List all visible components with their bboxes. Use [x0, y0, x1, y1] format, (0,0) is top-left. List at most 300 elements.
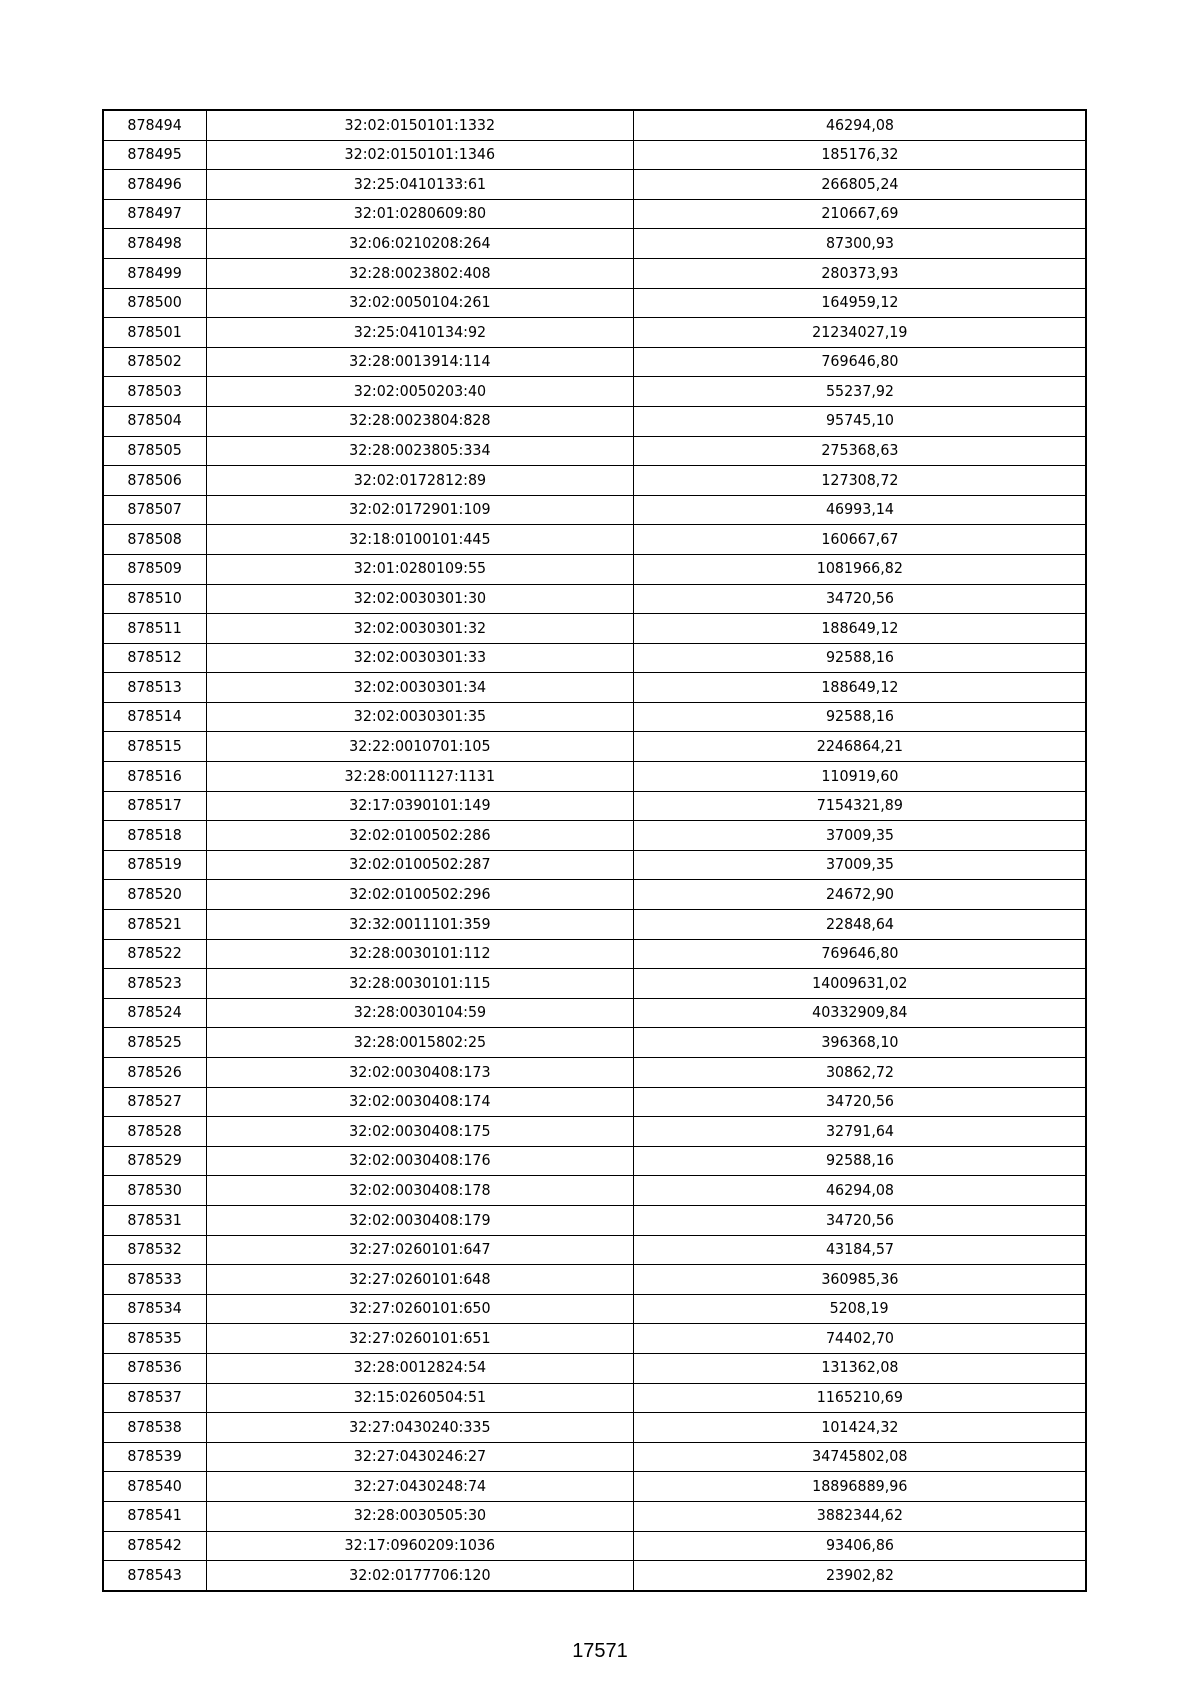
- cell-text: 22848,64: [825, 914, 894, 933]
- cadastral-number-cell: [207, 1442, 634, 1472]
- table-row: [104, 880, 1086, 910]
- table-row: [104, 1265, 1086, 1295]
- cell-text: 878528: [127, 1121, 183, 1140]
- cell-text: 32:28:0023804:828: [349, 411, 491, 430]
- cell-text: 32:28:0030505:30: [353, 1506, 487, 1525]
- cell-text: 92588,16: [825, 1151, 894, 1170]
- cell-text: 74402,70: [825, 1328, 894, 1347]
- cell-text: 32:27:0260101:651: [349, 1328, 491, 1347]
- cell-text: 878512: [127, 648, 183, 667]
- cell-text: 110919,60: [820, 766, 899, 785]
- cell-text: 34720,56: [825, 589, 894, 608]
- cadastral-number-cell: [207, 1294, 634, 1324]
- cell-text: 32:28:0013914:114: [349, 352, 491, 371]
- row-number-cell: [104, 791, 207, 821]
- cadastral-number-cell: [207, 1028, 634, 1058]
- cadastral-value-cell: [634, 1531, 1086, 1561]
- table-body: [104, 111, 1086, 1591]
- cadastral-value-cell: [634, 1028, 1086, 1058]
- cell-text: 878542: [127, 1536, 183, 1555]
- cell-text: 101424,32: [820, 1417, 899, 1436]
- row-number-cell: [104, 170, 207, 200]
- cadastral-number-cell: [207, 1383, 634, 1413]
- cell-text: 878534: [127, 1299, 183, 1318]
- cell-text: 878505: [127, 441, 183, 460]
- cadastral-value-cell: [634, 495, 1086, 525]
- cell-text: 87300,93: [825, 233, 894, 252]
- cadastral-value-cell: [634, 554, 1086, 584]
- cell-text: 32:02:0050104:261: [349, 293, 491, 312]
- cell-text: 32:02:0150101:1346: [344, 145, 496, 164]
- cadastral-number-cell: [207, 614, 634, 644]
- table-row: [104, 1117, 1086, 1147]
- row-number-cell: [104, 998, 207, 1028]
- cell-text: 32:27:0430240:335: [349, 1417, 491, 1436]
- cadastral-value-cell: [634, 702, 1086, 732]
- table-row: [104, 1561, 1086, 1591]
- cell-text: 32:06:0210208:264: [349, 233, 491, 252]
- cell-text: 878508: [127, 529, 183, 548]
- row-number-cell: [104, 910, 207, 940]
- cell-text: 188649,12: [820, 677, 899, 696]
- cadastral-value-cell: [634, 1205, 1086, 1235]
- cell-text: 32:02:0150101:1332: [344, 115, 496, 134]
- cell-text: 32:02:0030301:35: [353, 707, 487, 726]
- row-number-cell: [104, 1413, 207, 1443]
- row-number-cell: [104, 702, 207, 732]
- cadastral-value-cell: [634, 762, 1086, 792]
- cell-text: 32:02:0030301:34: [353, 677, 487, 696]
- cell-text: 32:02:0172901:109: [349, 500, 491, 519]
- row-number-cell: [104, 377, 207, 407]
- cell-text: 878538: [127, 1417, 183, 1436]
- cadastral-number-cell: [207, 1176, 634, 1206]
- cell-text: 878516: [127, 766, 183, 785]
- cell-text: 32:28:0023805:334: [349, 441, 491, 460]
- cadastral-value-cell: [634, 1146, 1086, 1176]
- cadastral-value-cell: [634, 466, 1086, 496]
- cadastral-value-cell: [634, 170, 1086, 200]
- cadastral-number-cell: [207, 1472, 634, 1502]
- row-number-cell: [104, 1205, 207, 1235]
- cell-text: 46294,08: [825, 1180, 894, 1199]
- cell-text: 18896889,96: [811, 1476, 908, 1495]
- row-number-cell: [104, 1353, 207, 1383]
- cadastral-number-cell: [207, 347, 634, 377]
- row-number-cell: [104, 1531, 207, 1561]
- row-number-cell: [104, 1176, 207, 1206]
- cadastral-value-cell: [634, 939, 1086, 969]
- cadastral-value-cell: [634, 584, 1086, 614]
- cell-text: 1081966,82: [816, 559, 903, 578]
- cadastral-number-cell: [207, 554, 634, 584]
- cell-text: 878519: [127, 855, 183, 874]
- table-row: [104, 762, 1086, 792]
- cell-text: 878515: [127, 737, 183, 756]
- table-row: [104, 584, 1086, 614]
- cell-text: 32:02:0030408:173: [349, 1062, 491, 1081]
- cadastral-number-cell: [207, 288, 634, 318]
- cell-text: 32:28:0030104:59: [353, 1003, 487, 1022]
- cadastral-number-cell: [207, 584, 634, 614]
- table-row: [104, 998, 1086, 1028]
- cadastral-number-cell: [207, 1087, 634, 1117]
- cadastral-number-cell: [207, 1265, 634, 1295]
- row-number-cell: [104, 1383, 207, 1413]
- cell-text: 878522: [127, 944, 183, 963]
- cadastral-value-cell: [634, 1324, 1086, 1354]
- cell-text: 164959,12: [820, 293, 899, 312]
- cell-text: 131362,08: [820, 1358, 899, 1377]
- table-row: [104, 702, 1086, 732]
- cadastral-number-cell: [207, 1413, 634, 1443]
- cell-text: 32:28:0030101:112: [349, 944, 491, 963]
- cadastral-value-cell: [634, 732, 1086, 762]
- page-number: 17571: [572, 1640, 628, 1662]
- table-row: [104, 1087, 1086, 1117]
- row-number-cell: [104, 288, 207, 318]
- cadastral-number-cell: [207, 436, 634, 466]
- cell-text: 878520: [127, 884, 183, 903]
- cell-text: 160667,67: [820, 529, 899, 548]
- cadastral-number-cell: [207, 850, 634, 880]
- cell-text: 878530: [127, 1180, 183, 1199]
- cadastral-number-cell: [207, 821, 634, 851]
- cadastral-value-cell: [634, 998, 1086, 1028]
- row-number-cell: [104, 880, 207, 910]
- cell-text: 878527: [127, 1092, 183, 1111]
- cell-text: 3882344,62: [816, 1506, 903, 1525]
- cell-text: 32:27:0260101:650: [349, 1299, 491, 1318]
- cadastral-number-cell: [207, 1353, 634, 1383]
- cadastral-value-cell: [634, 969, 1086, 999]
- cell-text: 769646,80: [820, 944, 899, 963]
- cadastral-value-cell: [634, 111, 1086, 141]
- cell-text: 878504: [127, 411, 183, 430]
- cadastral-value-cell: [634, 140, 1086, 170]
- cell-text: 2246864,21: [816, 737, 903, 756]
- cadastral-number-cell: [207, 910, 634, 940]
- cadastral-number-cell: [207, 199, 634, 229]
- row-number-cell: [104, 466, 207, 496]
- cell-text: 32:02:0177706:120: [349, 1565, 491, 1584]
- cadastral-value-cell: [634, 1176, 1086, 1206]
- cadastral-value-cell: [634, 643, 1086, 673]
- cell-text: 878529: [127, 1151, 183, 1170]
- cell-text: 5208,19: [830, 1299, 889, 1318]
- cell-text: 878525: [127, 1032, 183, 1051]
- table-row: [104, 406, 1086, 436]
- cell-text: 43184,57: [825, 1240, 894, 1259]
- table-row: [104, 377, 1086, 407]
- cadastral-number-cell: [207, 702, 634, 732]
- row-number-cell: [104, 1117, 207, 1147]
- cell-text: 34745802,08: [811, 1447, 908, 1466]
- table-row: [104, 1472, 1086, 1502]
- table-row: [104, 318, 1086, 348]
- cell-text: 92588,16: [825, 707, 894, 726]
- cell-text: 32:27:0260101:648: [349, 1269, 491, 1288]
- table-row: [104, 288, 1086, 318]
- cadastral-number-cell: [207, 406, 634, 436]
- row-number-cell: [104, 1324, 207, 1354]
- cell-text: 55237,92: [825, 381, 894, 400]
- cell-text: 1165210,69: [816, 1388, 903, 1407]
- table-row: [104, 1294, 1086, 1324]
- table-row: [104, 1413, 1086, 1443]
- cell-text: 46993,14: [825, 500, 894, 519]
- cadastral-value-cell: [634, 347, 1086, 377]
- cadastral-value-cell: [634, 850, 1086, 880]
- cadastral-number-cell: [207, 466, 634, 496]
- cell-text: 32:17:0390101:149: [349, 796, 491, 815]
- table-row: [104, 643, 1086, 673]
- cadastral-value-cell: [634, 1058, 1086, 1088]
- cell-text: 21234027,19: [811, 322, 908, 341]
- row-number-cell: [104, 229, 207, 259]
- row-number-cell: [104, 1028, 207, 1058]
- cadastral-value-cell: [634, 1353, 1086, 1383]
- cadastral-number-cell: [207, 229, 634, 259]
- cell-text: 32791,64: [825, 1121, 894, 1140]
- cadastral-number-cell: [207, 1146, 634, 1176]
- cell-text: 32:17:0960209:1036: [344, 1536, 496, 1555]
- table-row: [104, 1531, 1086, 1561]
- cell-text: 878539: [127, 1447, 183, 1466]
- row-number-cell: [104, 1561, 207, 1591]
- row-number-cell: [104, 199, 207, 229]
- table-row: [104, 1028, 1086, 1058]
- cell-text: 878496: [127, 174, 183, 193]
- cadastral-value-cell: [634, 1561, 1086, 1591]
- cell-text: 32:27:0430248:74: [353, 1476, 487, 1495]
- cell-text: 396368,10: [820, 1032, 899, 1051]
- cell-text: 34720,56: [825, 1092, 894, 1111]
- cadastral-value-table: [103, 110, 1086, 1591]
- cadastral-value-cell: [634, 1265, 1086, 1295]
- cell-text: 93406,86: [825, 1536, 894, 1555]
- row-number-cell: [104, 318, 207, 348]
- cell-text: 32:01:0280609:80: [353, 204, 487, 223]
- cadastral-value-cell: [634, 1294, 1086, 1324]
- cadastral-value-cell: [634, 1087, 1086, 1117]
- cadastral-value-cell: [634, 288, 1086, 318]
- row-number-cell: [104, 614, 207, 644]
- cell-text: 24672,90: [825, 884, 894, 903]
- cell-text: 878532: [127, 1240, 183, 1259]
- row-number-cell: [104, 969, 207, 999]
- cell-text: 46294,08: [825, 115, 894, 134]
- table-row: [104, 1501, 1086, 1531]
- cell-text: 32:02:0050203:40: [353, 381, 487, 400]
- row-number-cell: [104, 1087, 207, 1117]
- cadastral-value-cell: [634, 880, 1086, 910]
- row-number-cell: [104, 1265, 207, 1295]
- cell-text: 32:01:0280109:55: [353, 559, 487, 578]
- table-row: [104, 1146, 1086, 1176]
- cadastral-number-cell: [207, 998, 634, 1028]
- cell-text: 32:22:0010701:105: [349, 737, 491, 756]
- table-row: [104, 1058, 1086, 1088]
- table-row: [104, 850, 1086, 880]
- row-number-cell: [104, 554, 207, 584]
- cell-text: 769646,80: [820, 352, 899, 371]
- table-row: [104, 466, 1086, 496]
- table-row: [104, 1176, 1086, 1206]
- cell-text: 878495: [127, 145, 183, 164]
- cadastral-value-cell: [634, 229, 1086, 259]
- cell-text: 32:27:0260101:647: [349, 1240, 491, 1259]
- cell-text: 878537: [127, 1388, 183, 1407]
- row-number-cell: [104, 525, 207, 555]
- cell-text: 878499: [127, 263, 183, 282]
- cadastral-value-cell: [634, 258, 1086, 288]
- cell-text: 878531: [127, 1210, 183, 1229]
- cadastral-number-cell: [207, 525, 634, 555]
- cell-text: 878514: [127, 707, 183, 726]
- cadastral-value-cell: [634, 1235, 1086, 1265]
- cadastral-value-cell: [634, 821, 1086, 851]
- cell-text: 878509: [127, 559, 183, 578]
- cadastral-number-cell: [207, 939, 634, 969]
- cell-text: 95745,10: [825, 411, 894, 430]
- cadastral-value-cell: [634, 614, 1086, 644]
- cell-text: 40332909,84: [811, 1003, 908, 1022]
- row-number-cell: [104, 643, 207, 673]
- cell-text: 878502: [127, 352, 183, 371]
- table-row: [104, 140, 1086, 170]
- cell-text: 32:02:0030408:176: [349, 1151, 491, 1170]
- cadastral-value-cell: [634, 436, 1086, 466]
- row-number-cell: [104, 258, 207, 288]
- row-number-cell: [104, 939, 207, 969]
- cell-text: 878498: [127, 233, 183, 252]
- row-number-cell: [104, 436, 207, 466]
- cell-text: 14009631,02: [811, 973, 908, 992]
- row-number-cell: [104, 1058, 207, 1088]
- row-number-cell: [104, 347, 207, 377]
- table-row: [104, 170, 1086, 200]
- cadastral-value-cell: [634, 1383, 1086, 1413]
- table-row: [104, 614, 1086, 644]
- cell-text: 32:02:0030301:30: [353, 589, 487, 608]
- cadastral-number-cell: [207, 140, 634, 170]
- row-number-cell: [104, 850, 207, 880]
- cell-text: 32:28:0023802:408: [349, 263, 491, 282]
- table-row: [104, 1205, 1086, 1235]
- cell-text: 32:25:0410134:92: [353, 322, 487, 341]
- row-number-cell: [104, 821, 207, 851]
- cell-text: 878540: [127, 1476, 183, 1495]
- row-number-cell: [104, 1146, 207, 1176]
- cell-text: 878494: [127, 115, 183, 134]
- cadastral-number-cell: [207, 1324, 634, 1354]
- cell-text: 878524: [127, 1003, 183, 1022]
- table-row: [104, 347, 1086, 377]
- table-row: [104, 199, 1086, 229]
- table-row: [104, 495, 1086, 525]
- cell-text: 7154321,89: [816, 796, 903, 815]
- cadastral-number-cell: [207, 732, 634, 762]
- cell-text: 127308,72: [820, 470, 899, 489]
- cadastral-value-cell: [634, 377, 1086, 407]
- cell-text: 37009,35: [825, 825, 894, 844]
- table-row: [104, 1383, 1086, 1413]
- cadastral-number-cell: [207, 318, 634, 348]
- cadastral-number-cell: [207, 1235, 634, 1265]
- cadastral-value-cell: [634, 673, 1086, 703]
- cell-text: 878513: [127, 677, 183, 696]
- table-row: [104, 1442, 1086, 1472]
- cadastral-number-cell: [207, 791, 634, 821]
- table-row: [104, 732, 1086, 762]
- row-number-cell: [104, 584, 207, 614]
- cell-text: 32:02:0030408:178: [349, 1180, 491, 1199]
- cell-text: 878536: [127, 1358, 183, 1377]
- cell-text: 32:28:0011127:1131: [344, 766, 496, 785]
- cell-text: 32:02:0030408:175: [349, 1121, 491, 1140]
- cell-text: 878533: [127, 1269, 183, 1288]
- cell-text: 878500: [127, 293, 183, 312]
- cadastral-number-cell: [207, 1117, 634, 1147]
- cadastral-number-cell: [207, 258, 634, 288]
- cell-text: 34720,56: [825, 1210, 894, 1229]
- row-number-cell: [104, 1235, 207, 1265]
- table-row: [104, 229, 1086, 259]
- cadastral-value-cell: [634, 1472, 1086, 1502]
- table-row: [104, 969, 1086, 999]
- row-number-cell: [104, 1501, 207, 1531]
- cell-text: 32:32:0011101:359: [349, 914, 491, 933]
- table-row: [104, 436, 1086, 466]
- cadastral-number-cell: [207, 170, 634, 200]
- cell-text: 878511: [127, 618, 183, 637]
- cell-text: 32:27:0430246:27: [353, 1447, 487, 1466]
- cadastral-number-cell: [207, 1205, 634, 1235]
- cadastral-value-cell: [634, 318, 1086, 348]
- cadastral-value-cell: [634, 910, 1086, 940]
- cadastral-number-cell: [207, 495, 634, 525]
- row-number-cell: [104, 495, 207, 525]
- cadastral-value-cell: [634, 1501, 1086, 1531]
- table-row: [104, 939, 1086, 969]
- cell-text: 266805,24: [820, 174, 899, 193]
- cell-text: 23902,82: [825, 1565, 894, 1584]
- cell-text: 878501: [127, 322, 183, 341]
- cell-text: 32:02:0100502:287: [349, 855, 491, 874]
- row-number-cell: [104, 140, 207, 170]
- cadastral-value-cell: [634, 525, 1086, 555]
- cadastral-number-cell: [207, 643, 634, 673]
- cell-text: 878521: [127, 914, 183, 933]
- cell-text: 32:15:0260504:51: [353, 1388, 487, 1407]
- cell-text: 32:28:0012824:54: [353, 1358, 487, 1377]
- cadastral-number-cell: [207, 762, 634, 792]
- cadastral-number-cell: [207, 111, 634, 141]
- cell-text: 210667,69: [820, 204, 899, 223]
- cadastral-value-cell: [634, 791, 1086, 821]
- row-number-cell: [104, 673, 207, 703]
- row-number-cell: [104, 1472, 207, 1502]
- table-row: [104, 1324, 1086, 1354]
- row-number-cell: [104, 1442, 207, 1472]
- cell-text: 32:02:0030301:32: [353, 618, 487, 637]
- cell-text: 878526: [127, 1062, 183, 1081]
- cell-text: 32:18:0100101:445: [349, 529, 491, 548]
- cell-text: 32:02:0030408:174: [349, 1092, 491, 1111]
- cell-text: 878535: [127, 1328, 183, 1347]
- cell-text: 878507: [127, 500, 183, 519]
